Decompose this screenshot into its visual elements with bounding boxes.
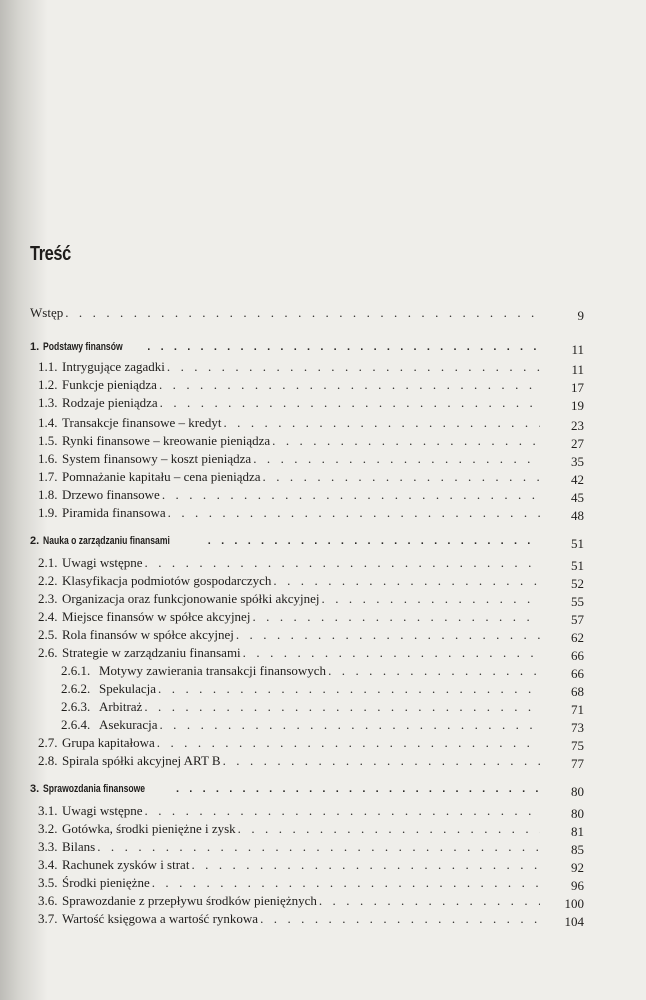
leader-dots — [159, 378, 540, 392]
toc-number: 1. — [30, 341, 40, 353]
leader-dots — [243, 646, 540, 660]
leader-dots — [160, 396, 540, 410]
leader-dots — [145, 804, 540, 818]
toc-page-number: 55 — [571, 594, 584, 609]
leader-dots — [223, 754, 540, 768]
toc-page-number: 92 — [571, 860, 584, 875]
leader-dots — [238, 822, 540, 836]
toc-title: Uwagi wstępne — [62, 555, 143, 570]
toc-page-number: 19 — [571, 398, 584, 413]
toc-number: 1.4. — [38, 415, 58, 430]
toc-entry — [0, 588, 646, 609]
toc-page-number: 71 — [571, 702, 584, 717]
toc-number: 2.6.2. — [61, 681, 91, 696]
toc-entry — [0, 606, 646, 627]
toc-title: Rachunek zysków i strat — [62, 857, 190, 872]
leader-dots — [147, 340, 540, 354]
leader-dots — [263, 470, 540, 484]
toc-page-number: 11 — [571, 362, 584, 377]
toc-number: 1.6. — [38, 451, 58, 466]
toc-number: 2.5. — [38, 627, 58, 642]
toc-number: 3. — [30, 783, 40, 795]
toc-entry — [0, 714, 646, 735]
toc-number: 2.6.1. — [61, 663, 91, 678]
toc-title: Strategie w zarządzaniu finansami — [62, 645, 241, 660]
leader-dots — [168, 506, 540, 520]
toc-number: 1.7. — [38, 469, 58, 484]
toc-title: System finansowy – koszt pieniądza — [62, 451, 252, 466]
toc-page-number: 48 — [571, 508, 584, 523]
leader-dots — [236, 628, 540, 642]
toc-entry — [0, 696, 646, 717]
toc-title: Organizacja oraz funkcjonowanie spółki akcyjnej — [62, 591, 320, 606]
toc-number: 2.6.4. — [61, 717, 91, 732]
toc-title: Podstawy finansów — [43, 341, 123, 353]
toc-number: 3.5. — [38, 875, 58, 890]
toc-page-number: 85 — [571, 842, 584, 857]
leader-dots — [273, 574, 540, 588]
toc-page-number: 66 — [571, 648, 584, 663]
toc-entry — [0, 732, 646, 753]
toc-page-number: 9 — [577, 308, 584, 323]
toc-page-number: 45 — [571, 490, 584, 505]
toc-entry — [0, 624, 646, 645]
toc-entry — [0, 484, 646, 505]
toc-page-number: 96 — [571, 878, 584, 893]
toc-entry — [0, 570, 646, 591]
toc-title: Miejsce finansów w spółce akcyjnej — [62, 609, 251, 624]
toc-page-number: 66 — [571, 666, 584, 681]
toc-page-number: 100 — [564, 896, 584, 911]
toc-title: Drzewo finansowe — [62, 487, 160, 502]
toc-title: Sprawozdanie z przepływu środków pieniężnych — [62, 893, 317, 908]
toc-title: Intrygujące zagadki — [62, 359, 165, 374]
toc-entry — [0, 836, 646, 857]
leader-dots — [157, 736, 540, 750]
toc-entry — [0, 302, 646, 323]
toc-page-number: 81 — [571, 824, 584, 839]
toc-number: 1.2. — [38, 377, 58, 392]
toc-number: 2.1. — [38, 555, 58, 570]
toc-entry — [0, 854, 646, 875]
leader-dots — [152, 876, 540, 890]
toc-title: Rodzaje pieniądza — [62, 395, 158, 410]
toc-entry — [0, 660, 646, 681]
toc-number: 1.9. — [38, 505, 58, 520]
toc-entry — [0, 678, 646, 699]
toc-number: 3.6. — [38, 893, 58, 908]
toc-entry — [0, 412, 646, 433]
toc-title: Nauka o zarządzaniu finansami — [43, 535, 171, 547]
toc-number: 2.6. — [38, 645, 58, 660]
toc-page-number: 11 — [571, 342, 584, 357]
toc-entry — [0, 502, 646, 523]
toc-page-number: 80 — [571, 806, 584, 821]
toc-number: 2.6.3. — [61, 699, 91, 714]
toc-title: Wstęp — [30, 305, 64, 320]
toc-title: Funkcje pieniądza — [62, 377, 157, 392]
toc-title: Pomnażanie kapitału – cena pieniądza — [62, 469, 261, 484]
toc-number: 3.4. — [38, 857, 58, 872]
toc-page-number: 35 — [571, 454, 584, 469]
toc-page-number: 80 — [571, 784, 584, 799]
leader-dots — [328, 664, 540, 678]
toc-page-number: 62 — [571, 630, 584, 645]
toc-title: Gotówka, środki pieniężne i zysk — [62, 821, 236, 836]
toc-title: Rola finansów w spółce akcyjnej — [62, 627, 234, 642]
leader-dots — [208, 534, 540, 548]
toc-title: Asekuracja — [99, 717, 158, 732]
toc-entry — [0, 818, 646, 839]
toc-title: Piramida finansowa — [62, 505, 166, 520]
toc-title: Środki pieniężne — [62, 875, 150, 890]
toc-title: Sprawozdania finansowe — [43, 783, 146, 795]
toc-page-number: 68 — [571, 684, 584, 699]
toc-title: Klasyfikacja podmiotów gospodarczych — [62, 573, 272, 588]
toc-page-number: 73 — [571, 720, 584, 735]
toc-title: Spirala spółki akcyjnej ART B — [62, 753, 221, 768]
leader-dots — [176, 782, 540, 796]
toc-page-number: 57 — [571, 612, 584, 627]
leader-dots — [191, 858, 540, 872]
leader-dots — [252, 610, 540, 624]
toc-title: Bilans — [62, 839, 96, 854]
leader-dots — [162, 488, 540, 502]
toc-number: 3.2. — [38, 821, 58, 836]
toc-page-number: 27 — [571, 436, 584, 451]
toc-entry — [0, 800, 646, 821]
leader-dots — [167, 360, 540, 374]
leader-dots — [97, 840, 540, 854]
toc-entry — [0, 374, 646, 395]
toc-chapter — [0, 778, 646, 799]
toc-number: 3.3. — [38, 839, 58, 854]
toc-number: 1.5. — [38, 433, 58, 448]
toc-title: Rynki finansowe – kreowanie pieniądza — [62, 433, 271, 448]
toc-number: 2.7. — [38, 735, 58, 750]
toc-number: 2.4. — [38, 609, 58, 624]
leader-dots — [322, 592, 541, 606]
toc-page-number: 23 — [571, 418, 584, 433]
toc-entry — [0, 750, 646, 771]
leader-dots — [159, 718, 540, 732]
toc-entry — [0, 552, 646, 573]
leader-dots — [145, 556, 540, 570]
leader-dots — [253, 452, 540, 466]
toc-number: 2.8. — [38, 753, 58, 768]
leader-dots — [272, 434, 540, 448]
toc-page-number: 77 — [571, 756, 584, 771]
leader-dots — [144, 700, 540, 714]
toc-page-number: 52 — [571, 576, 584, 591]
leader-dots — [65, 306, 540, 320]
toc-entry — [0, 356, 646, 377]
toc-page-number: 42 — [571, 472, 584, 487]
toc-page-number: 104 — [564, 914, 584, 929]
toc-number: 3.1. — [38, 803, 58, 818]
toc-title: Grupa kapitałowa — [62, 735, 155, 750]
toc-title: Spekulacja — [99, 681, 157, 696]
leader-dots — [319, 894, 540, 908]
toc-number: 1.8. — [38, 487, 58, 502]
toc-entry — [0, 392, 646, 413]
toc-chapter — [0, 530, 646, 551]
toc-title: Arbitraż — [99, 699, 143, 714]
toc-entry — [0, 430, 646, 451]
toc-entry — [0, 890, 646, 911]
toc-entry — [0, 466, 646, 487]
toc-number: 2. — [30, 535, 40, 547]
toc-title: Uwagi wstępne — [62, 803, 143, 818]
page-title: Treść — [30, 243, 71, 265]
toc-entry — [0, 872, 646, 893]
leader-dots — [223, 416, 540, 430]
toc-title: Wartość księgowa a wartość rynkowa — [62, 911, 259, 926]
toc-page-number: 51 — [571, 558, 584, 573]
toc-entry — [0, 448, 646, 469]
toc-number: 2.3. — [38, 591, 58, 606]
toc-page-number: 51 — [571, 536, 584, 551]
toc-number: 1.1. — [38, 359, 58, 374]
leader-dots — [260, 912, 540, 926]
toc-number: 1.3. — [38, 395, 58, 410]
toc-entry — [0, 908, 646, 929]
toc-number: 2.2. — [38, 573, 58, 588]
toc-page-number: 75 — [571, 738, 584, 753]
toc-entry — [0, 642, 646, 663]
toc-number: 3.7. — [38, 911, 58, 926]
toc-title: Motywy zawierania transakcji finansowych — [99, 663, 327, 678]
leader-dots — [158, 682, 540, 696]
toc-chapter — [0, 336, 646, 357]
toc-title: Transakcje finansowe – kredyt — [62, 415, 222, 430]
toc-page-number: 17 — [571, 380, 584, 395]
